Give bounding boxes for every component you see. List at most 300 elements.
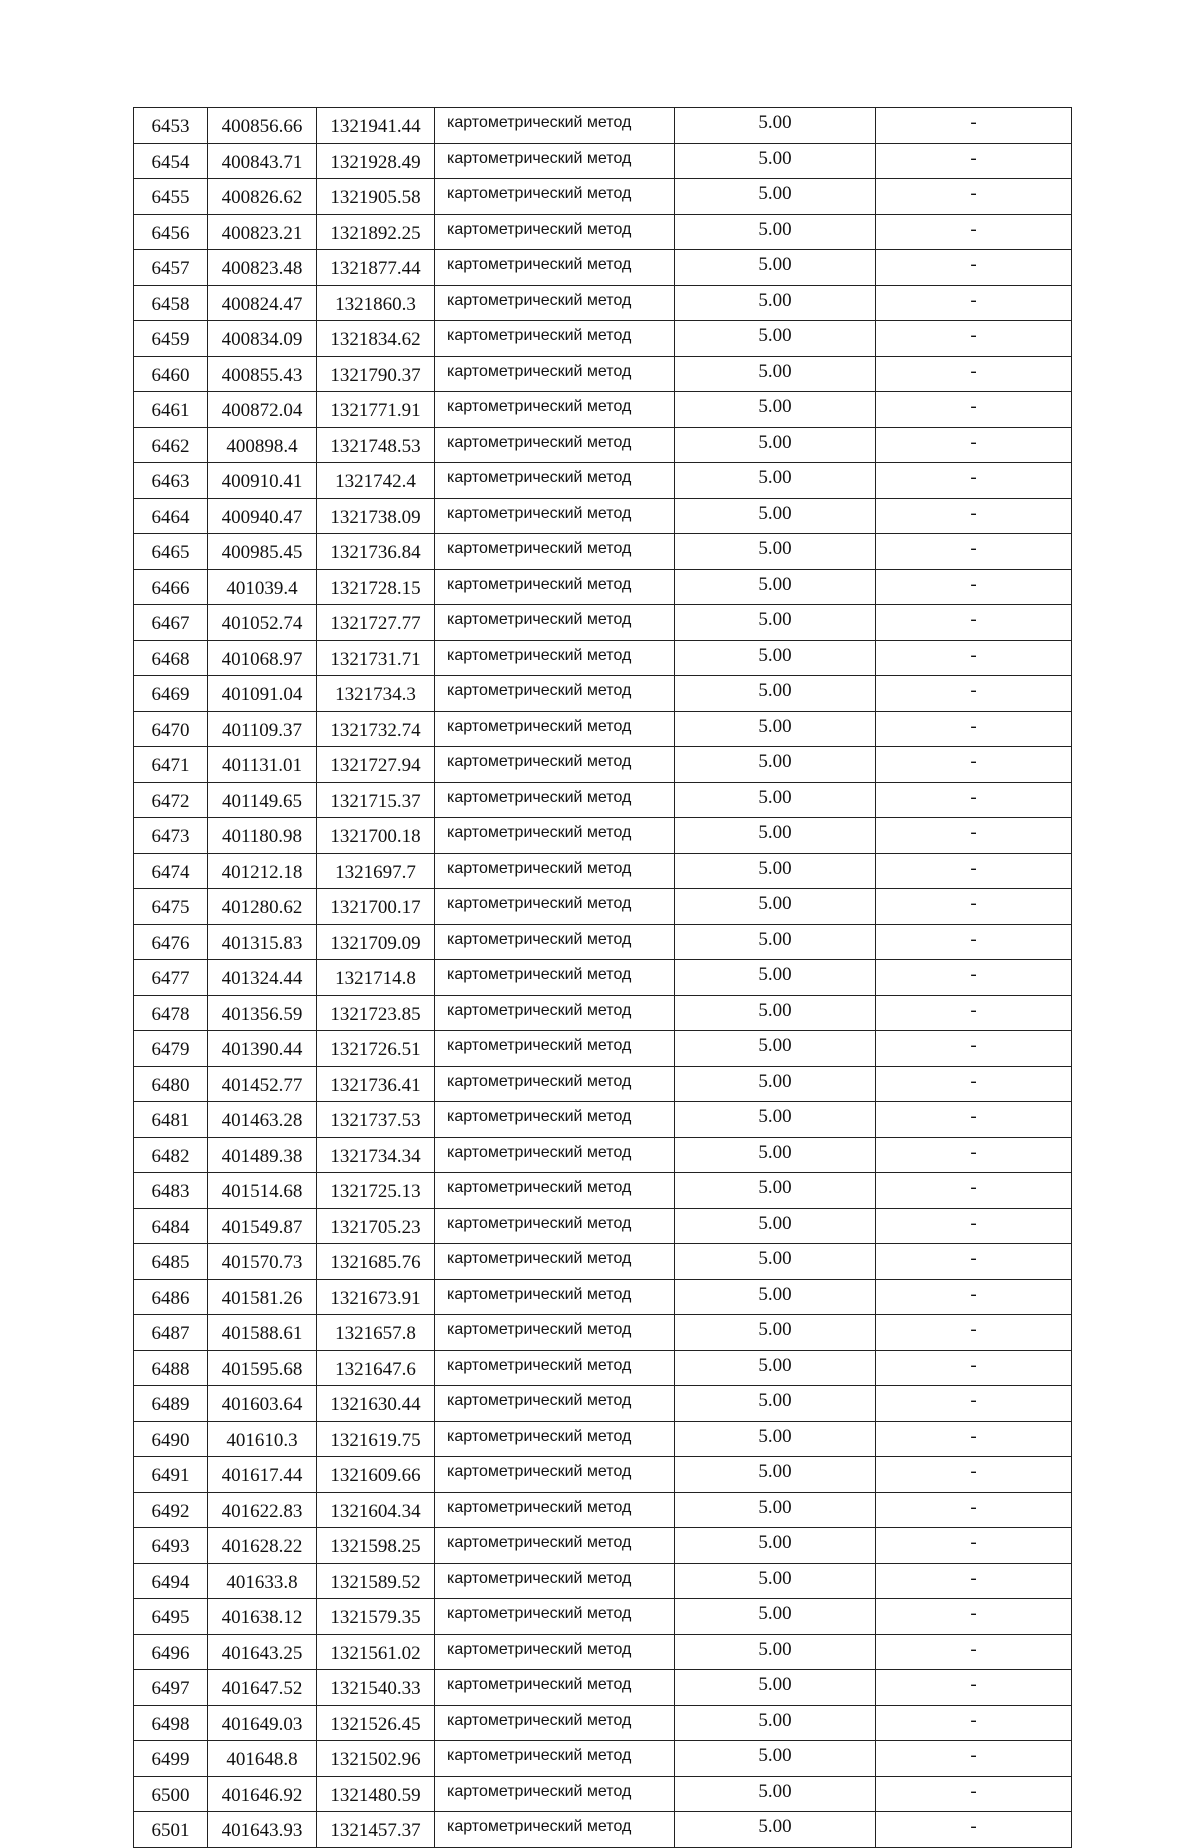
x-coordinate-cell: 400834.09 bbox=[208, 321, 317, 357]
x-coordinate-cell: 400843.71 bbox=[208, 143, 317, 179]
note-cell: - bbox=[876, 1776, 1072, 1812]
method-cell: картометрический метод bbox=[435, 1137, 675, 1173]
y-coordinate-cell: 1321700.17 bbox=[317, 889, 435, 925]
point-number-cell: 6471 bbox=[134, 747, 208, 783]
table-row bbox=[134, 463, 1072, 499]
table-row bbox=[134, 1776, 1072, 1812]
y-coordinate-cell: 1321834.62 bbox=[317, 321, 435, 357]
precision-cell: 5.00 bbox=[675, 640, 876, 676]
point-number-cell: 6466 bbox=[134, 569, 208, 605]
method-cell: картометрический метод bbox=[435, 1634, 675, 1670]
x-coordinate-cell: 400898.4 bbox=[208, 427, 317, 463]
point-number-cell: 6454 bbox=[134, 143, 208, 179]
y-coordinate-cell: 1321700.18 bbox=[317, 818, 435, 854]
precision-cell: 5.00 bbox=[675, 1421, 876, 1457]
note-cell: - bbox=[876, 711, 1072, 747]
table-row bbox=[134, 1705, 1072, 1741]
precision-cell: 5.00 bbox=[675, 818, 876, 854]
precision-cell: 5.00 bbox=[675, 605, 876, 641]
method-cell: картометрический метод bbox=[435, 889, 675, 925]
x-coordinate-cell: 401280.62 bbox=[208, 889, 317, 925]
note-cell: - bbox=[876, 1102, 1072, 1138]
note-cell: - bbox=[876, 392, 1072, 428]
method-cell: картометрический метод bbox=[435, 1670, 675, 1706]
point-number-cell: 6489 bbox=[134, 1386, 208, 1422]
y-coordinate-cell: 1321685.76 bbox=[317, 1244, 435, 1280]
point-number-cell: 6474 bbox=[134, 853, 208, 889]
x-coordinate-cell: 401149.65 bbox=[208, 782, 317, 818]
x-coordinate-cell: 401315.83 bbox=[208, 924, 317, 960]
table-row bbox=[134, 1457, 1072, 1493]
x-coordinate-cell: 401610.3 bbox=[208, 1421, 317, 1457]
y-coordinate-cell: 1321561.02 bbox=[317, 1634, 435, 1670]
table-row bbox=[134, 427, 1072, 463]
precision-cell: 5.00 bbox=[675, 1315, 876, 1351]
x-coordinate-cell: 401647.52 bbox=[208, 1670, 317, 1706]
point-number-cell: 6494 bbox=[134, 1563, 208, 1599]
method-cell: картометрический метод bbox=[435, 1279, 675, 1315]
x-coordinate-cell: 401628.22 bbox=[208, 1528, 317, 1564]
x-coordinate-cell: 400940.47 bbox=[208, 498, 317, 534]
method-cell: картометрический метод bbox=[435, 711, 675, 747]
table-row bbox=[134, 498, 1072, 534]
point-number-cell: 6498 bbox=[134, 1705, 208, 1741]
x-coordinate-cell: 401212.18 bbox=[208, 853, 317, 889]
y-coordinate-cell: 1321734.3 bbox=[317, 676, 435, 712]
method-cell: картометрический метод bbox=[435, 1244, 675, 1280]
table-row bbox=[134, 1350, 1072, 1386]
y-coordinate-cell: 1321714.8 bbox=[317, 960, 435, 996]
point-number-cell: 6464 bbox=[134, 498, 208, 534]
note-cell: - bbox=[876, 1066, 1072, 1102]
point-number-cell: 6455 bbox=[134, 179, 208, 215]
precision-cell: 5.00 bbox=[675, 498, 876, 534]
method-cell: картометрический метод bbox=[435, 250, 675, 286]
precision-cell: 5.00 bbox=[675, 889, 876, 925]
note-cell: - bbox=[876, 1670, 1072, 1706]
y-coordinate-cell: 1321905.58 bbox=[317, 179, 435, 215]
table-row bbox=[134, 1315, 1072, 1351]
table-row bbox=[134, 1599, 1072, 1635]
method-cell: картометрический метод bbox=[435, 179, 675, 215]
table-row bbox=[134, 1563, 1072, 1599]
table-row bbox=[134, 1528, 1072, 1564]
y-coordinate-cell: 1321737.53 bbox=[317, 1102, 435, 1138]
x-coordinate-cell: 401595.68 bbox=[208, 1350, 317, 1386]
precision-cell: 5.00 bbox=[675, 1634, 876, 1670]
x-coordinate-cell: 401648.8 bbox=[208, 1741, 317, 1777]
x-coordinate-cell: 401588.61 bbox=[208, 1315, 317, 1351]
y-coordinate-cell: 1321540.33 bbox=[317, 1670, 435, 1706]
precision-cell: 5.00 bbox=[675, 853, 876, 889]
precision-cell: 5.00 bbox=[675, 1173, 876, 1209]
table-row bbox=[134, 392, 1072, 428]
method-cell: картометрический метод bbox=[435, 818, 675, 854]
note-cell: - bbox=[876, 1208, 1072, 1244]
precision-cell: 5.00 bbox=[675, 392, 876, 428]
note-cell: - bbox=[876, 143, 1072, 179]
note-cell: - bbox=[876, 1741, 1072, 1777]
method-cell: картометрический метод bbox=[435, 1741, 675, 1777]
precision-cell: 5.00 bbox=[675, 143, 876, 179]
x-coordinate-cell: 401622.83 bbox=[208, 1492, 317, 1528]
y-coordinate-cell: 1321734.34 bbox=[317, 1137, 435, 1173]
method-cell: картометрический метод bbox=[435, 605, 675, 641]
x-coordinate-cell: 401463.28 bbox=[208, 1102, 317, 1138]
x-coordinate-cell: 401052.74 bbox=[208, 605, 317, 641]
method-cell: картометрический метод bbox=[435, 676, 675, 712]
precision-cell: 5.00 bbox=[675, 1244, 876, 1280]
method-cell: картометрический метод bbox=[435, 1031, 675, 1067]
note-cell: - bbox=[876, 285, 1072, 321]
note-cell: - bbox=[876, 1315, 1072, 1351]
note-cell: - bbox=[876, 818, 1072, 854]
method-cell: картометрический метод bbox=[435, 1315, 675, 1351]
note-cell: - bbox=[876, 534, 1072, 570]
method-cell: картометрический метод bbox=[435, 285, 675, 321]
note-cell: - bbox=[876, 1386, 1072, 1422]
note-cell: - bbox=[876, 1563, 1072, 1599]
precision-cell: 5.00 bbox=[675, 321, 876, 357]
x-coordinate-cell: 400872.04 bbox=[208, 392, 317, 428]
y-coordinate-cell: 1321673.91 bbox=[317, 1279, 435, 1315]
table-row bbox=[134, 1279, 1072, 1315]
table-row bbox=[134, 889, 1072, 925]
method-cell: картометрический метод bbox=[435, 214, 675, 250]
point-number-cell: 6492 bbox=[134, 1492, 208, 1528]
method-cell: картометрический метод bbox=[435, 995, 675, 1031]
x-coordinate-cell: 401603.64 bbox=[208, 1386, 317, 1422]
note-cell: - bbox=[876, 640, 1072, 676]
y-coordinate-cell: 1321457.37 bbox=[317, 1812, 435, 1848]
y-coordinate-cell: 1321697.7 bbox=[317, 853, 435, 889]
x-coordinate-cell: 401649.03 bbox=[208, 1705, 317, 1741]
y-coordinate-cell: 1321526.45 bbox=[317, 1705, 435, 1741]
x-coordinate-cell: 401180.98 bbox=[208, 818, 317, 854]
point-number-cell: 6469 bbox=[134, 676, 208, 712]
note-cell: - bbox=[876, 1421, 1072, 1457]
table-row bbox=[134, 108, 1072, 144]
method-cell: картометрический метод bbox=[435, 1173, 675, 1209]
y-coordinate-cell: 1321742.4 bbox=[317, 463, 435, 499]
table-row bbox=[134, 1031, 1072, 1067]
method-cell: картометрический метод bbox=[435, 427, 675, 463]
x-coordinate-cell: 401643.93 bbox=[208, 1812, 317, 1848]
table-row bbox=[134, 1812, 1072, 1848]
method-cell: картометрический метод bbox=[435, 960, 675, 996]
precision-cell: 5.00 bbox=[675, 1563, 876, 1599]
precision-cell: 5.00 bbox=[675, 676, 876, 712]
method-cell: картометрический метод bbox=[435, 853, 675, 889]
point-number-cell: 6468 bbox=[134, 640, 208, 676]
y-coordinate-cell: 1321790.37 bbox=[317, 356, 435, 392]
table-row bbox=[134, 1066, 1072, 1102]
precision-cell: 5.00 bbox=[675, 747, 876, 783]
table-row bbox=[134, 1173, 1072, 1209]
precision-cell: 5.00 bbox=[675, 1031, 876, 1067]
y-coordinate-cell: 1321727.77 bbox=[317, 605, 435, 641]
note-cell: - bbox=[876, 676, 1072, 712]
table-row bbox=[134, 1670, 1072, 1706]
precision-cell: 5.00 bbox=[675, 1208, 876, 1244]
x-coordinate-cell: 401324.44 bbox=[208, 960, 317, 996]
method-cell: картометрический метод bbox=[435, 463, 675, 499]
precision-cell: 5.00 bbox=[675, 1776, 876, 1812]
table-row bbox=[134, 1421, 1072, 1457]
table-row bbox=[134, 1386, 1072, 1422]
method-cell: картометрический метод bbox=[435, 321, 675, 357]
precision-cell: 5.00 bbox=[675, 1137, 876, 1173]
y-coordinate-cell: 1321657.8 bbox=[317, 1315, 435, 1351]
note-cell: - bbox=[876, 1031, 1072, 1067]
note-cell: - bbox=[876, 747, 1072, 783]
point-number-cell: 6475 bbox=[134, 889, 208, 925]
x-coordinate-cell: 400985.45 bbox=[208, 534, 317, 570]
point-number-cell: 6459 bbox=[134, 321, 208, 357]
x-coordinate-cell: 401581.26 bbox=[208, 1279, 317, 1315]
y-coordinate-cell: 1321771.91 bbox=[317, 392, 435, 428]
precision-cell: 5.00 bbox=[675, 711, 876, 747]
point-number-cell: 6462 bbox=[134, 427, 208, 463]
y-coordinate-cell: 1321727.94 bbox=[317, 747, 435, 783]
precision-cell: 5.00 bbox=[675, 1457, 876, 1493]
precision-cell: 5.00 bbox=[675, 1741, 876, 1777]
point-number-cell: 6481 bbox=[134, 1102, 208, 1138]
precision-cell: 5.00 bbox=[675, 1386, 876, 1422]
method-cell: картометрический метод bbox=[435, 1563, 675, 1599]
note-cell: - bbox=[876, 1492, 1072, 1528]
table-row bbox=[134, 960, 1072, 996]
y-coordinate-cell: 1321736.84 bbox=[317, 534, 435, 570]
precision-cell: 5.00 bbox=[675, 1492, 876, 1528]
point-number-cell: 6491 bbox=[134, 1457, 208, 1493]
y-coordinate-cell: 1321928.49 bbox=[317, 143, 435, 179]
y-coordinate-cell: 1321630.44 bbox=[317, 1386, 435, 1422]
x-coordinate-cell: 400823.48 bbox=[208, 250, 317, 286]
note-cell: - bbox=[876, 1634, 1072, 1670]
table-row bbox=[134, 1244, 1072, 1280]
method-cell: картометрический метод bbox=[435, 1386, 675, 1422]
y-coordinate-cell: 1321480.59 bbox=[317, 1776, 435, 1812]
point-number-cell: 6496 bbox=[134, 1634, 208, 1670]
method-cell: картометрический метод bbox=[435, 1492, 675, 1528]
note-cell: - bbox=[876, 498, 1072, 534]
x-coordinate-cell: 401633.8 bbox=[208, 1563, 317, 1599]
precision-cell: 5.00 bbox=[675, 250, 876, 286]
method-cell: картометрический метод bbox=[435, 1066, 675, 1102]
precision-cell: 5.00 bbox=[675, 1812, 876, 1848]
precision-cell: 5.00 bbox=[675, 427, 876, 463]
method-cell: картометрический метод bbox=[435, 498, 675, 534]
note-cell: - bbox=[876, 853, 1072, 889]
y-coordinate-cell: 1321860.3 bbox=[317, 285, 435, 321]
x-coordinate-cell: 401131.01 bbox=[208, 747, 317, 783]
note-cell: - bbox=[876, 356, 1072, 392]
y-coordinate-cell: 1321705.23 bbox=[317, 1208, 435, 1244]
precision-cell: 5.00 bbox=[675, 356, 876, 392]
y-coordinate-cell: 1321598.25 bbox=[317, 1528, 435, 1564]
point-number-cell: 6485 bbox=[134, 1244, 208, 1280]
x-coordinate-cell: 400855.43 bbox=[208, 356, 317, 392]
table-row bbox=[134, 143, 1072, 179]
note-cell: - bbox=[876, 889, 1072, 925]
x-coordinate-cell: 401643.25 bbox=[208, 1634, 317, 1670]
x-coordinate-cell: 400910.41 bbox=[208, 463, 317, 499]
table-row bbox=[134, 1102, 1072, 1138]
method-cell: картометрический метод bbox=[435, 143, 675, 179]
note-cell: - bbox=[876, 1279, 1072, 1315]
table-row bbox=[134, 782, 1072, 818]
coordinates-table-body bbox=[134, 108, 1072, 1848]
point-number-cell: 6470 bbox=[134, 711, 208, 747]
precision-cell: 5.00 bbox=[675, 960, 876, 996]
method-cell: картометрический метод bbox=[435, 1812, 675, 1848]
note-cell: - bbox=[876, 108, 1072, 144]
point-number-cell: 6457 bbox=[134, 250, 208, 286]
table-row bbox=[134, 534, 1072, 570]
note-cell: - bbox=[876, 1457, 1072, 1493]
table-row bbox=[134, 676, 1072, 712]
precision-cell: 5.00 bbox=[675, 1350, 876, 1386]
method-cell: картометрический метод bbox=[435, 1102, 675, 1138]
note-cell: - bbox=[876, 1599, 1072, 1635]
coordinates-table bbox=[133, 107, 1072, 1848]
point-number-cell: 6490 bbox=[134, 1421, 208, 1457]
note-cell: - bbox=[876, 1528, 1072, 1564]
table-row bbox=[134, 285, 1072, 321]
table-row bbox=[134, 321, 1072, 357]
y-coordinate-cell: 1321728.15 bbox=[317, 569, 435, 605]
point-number-cell: 6499 bbox=[134, 1741, 208, 1777]
x-coordinate-cell: 401356.59 bbox=[208, 995, 317, 1031]
method-cell: картометрический метод bbox=[435, 1776, 675, 1812]
x-coordinate-cell: 401570.73 bbox=[208, 1244, 317, 1280]
precision-cell: 5.00 bbox=[675, 1599, 876, 1635]
note-cell: - bbox=[876, 782, 1072, 818]
note-cell: - bbox=[876, 214, 1072, 250]
y-coordinate-cell: 1321732.74 bbox=[317, 711, 435, 747]
method-cell: картометрический метод bbox=[435, 569, 675, 605]
point-number-cell: 6473 bbox=[134, 818, 208, 854]
precision-cell: 5.00 bbox=[675, 463, 876, 499]
note-cell: - bbox=[876, 605, 1072, 641]
y-coordinate-cell: 1321892.25 bbox=[317, 214, 435, 250]
x-coordinate-cell: 401638.12 bbox=[208, 1599, 317, 1635]
method-cell: картометрический метод bbox=[435, 924, 675, 960]
note-cell: - bbox=[876, 569, 1072, 605]
precision-cell: 5.00 bbox=[675, 108, 876, 144]
method-cell: картометрический метод bbox=[435, 1208, 675, 1244]
table-row bbox=[134, 569, 1072, 605]
method-cell: картометрический метод bbox=[435, 108, 675, 144]
table-row bbox=[134, 1634, 1072, 1670]
table-row bbox=[134, 1137, 1072, 1173]
point-number-cell: 6500 bbox=[134, 1776, 208, 1812]
y-coordinate-cell: 1321715.37 bbox=[317, 782, 435, 818]
note-cell: - bbox=[876, 960, 1072, 996]
table-row bbox=[134, 818, 1072, 854]
y-coordinate-cell: 1321604.34 bbox=[317, 1492, 435, 1528]
precision-cell: 5.00 bbox=[675, 285, 876, 321]
precision-cell: 5.00 bbox=[675, 1102, 876, 1138]
x-coordinate-cell: 401514.68 bbox=[208, 1173, 317, 1209]
note-cell: - bbox=[876, 179, 1072, 215]
table-row bbox=[134, 250, 1072, 286]
x-coordinate-cell: 400826.62 bbox=[208, 179, 317, 215]
point-number-cell: 6484 bbox=[134, 1208, 208, 1244]
method-cell: картометрический метод bbox=[435, 782, 675, 818]
method-cell: картометрический метод bbox=[435, 1599, 675, 1635]
note-cell: - bbox=[876, 1137, 1072, 1173]
point-number-cell: 6460 bbox=[134, 356, 208, 392]
y-coordinate-cell: 1321609.66 bbox=[317, 1457, 435, 1493]
precision-cell: 5.00 bbox=[675, 1066, 876, 1102]
note-cell: - bbox=[876, 1350, 1072, 1386]
point-number-cell: 6482 bbox=[134, 1137, 208, 1173]
x-coordinate-cell: 401452.77 bbox=[208, 1066, 317, 1102]
precision-cell: 5.00 bbox=[675, 1279, 876, 1315]
point-number-cell: 6493 bbox=[134, 1528, 208, 1564]
x-coordinate-cell: 401390.44 bbox=[208, 1031, 317, 1067]
precision-cell: 5.00 bbox=[675, 534, 876, 570]
x-coordinate-cell: 401109.37 bbox=[208, 711, 317, 747]
y-coordinate-cell: 1321736.41 bbox=[317, 1066, 435, 1102]
point-number-cell: 6461 bbox=[134, 392, 208, 428]
table-row bbox=[134, 1208, 1072, 1244]
point-number-cell: 6465 bbox=[134, 534, 208, 570]
precision-cell: 5.00 bbox=[675, 179, 876, 215]
point-number-cell: 6483 bbox=[134, 1173, 208, 1209]
note-cell: - bbox=[876, 463, 1072, 499]
method-cell: картометрический метод bbox=[435, 534, 675, 570]
table-row bbox=[134, 747, 1072, 783]
y-coordinate-cell: 1321502.96 bbox=[317, 1741, 435, 1777]
x-coordinate-cell: 401646.92 bbox=[208, 1776, 317, 1812]
table-row bbox=[134, 924, 1072, 960]
precision-cell: 5.00 bbox=[675, 1705, 876, 1741]
point-number-cell: 6458 bbox=[134, 285, 208, 321]
point-number-cell: 6479 bbox=[134, 1031, 208, 1067]
y-coordinate-cell: 1321738.09 bbox=[317, 498, 435, 534]
table-row bbox=[134, 214, 1072, 250]
x-coordinate-cell: 401068.97 bbox=[208, 640, 317, 676]
point-number-cell: 6501 bbox=[134, 1812, 208, 1848]
y-coordinate-cell: 1321725.13 bbox=[317, 1173, 435, 1209]
precision-cell: 5.00 bbox=[675, 782, 876, 818]
method-cell: картометрический метод bbox=[435, 1350, 675, 1386]
note-cell: - bbox=[876, 321, 1072, 357]
precision-cell: 5.00 bbox=[675, 995, 876, 1031]
note-cell: - bbox=[876, 1173, 1072, 1209]
y-coordinate-cell: 1321579.35 bbox=[317, 1599, 435, 1635]
table-row bbox=[134, 853, 1072, 889]
x-coordinate-cell: 401549.87 bbox=[208, 1208, 317, 1244]
x-coordinate-cell: 401489.38 bbox=[208, 1137, 317, 1173]
note-cell: - bbox=[876, 1244, 1072, 1280]
point-number-cell: 6478 bbox=[134, 995, 208, 1031]
y-coordinate-cell: 1321731.71 bbox=[317, 640, 435, 676]
note-cell: - bbox=[876, 995, 1072, 1031]
point-number-cell: 6467 bbox=[134, 605, 208, 641]
table-row bbox=[134, 356, 1072, 392]
note-cell: - bbox=[876, 924, 1072, 960]
table-row bbox=[134, 605, 1072, 641]
x-coordinate-cell: 401039.4 bbox=[208, 569, 317, 605]
y-coordinate-cell: 1321589.52 bbox=[317, 1563, 435, 1599]
table-row bbox=[134, 1492, 1072, 1528]
table-row bbox=[134, 995, 1072, 1031]
point-number-cell: 6453 bbox=[134, 108, 208, 144]
